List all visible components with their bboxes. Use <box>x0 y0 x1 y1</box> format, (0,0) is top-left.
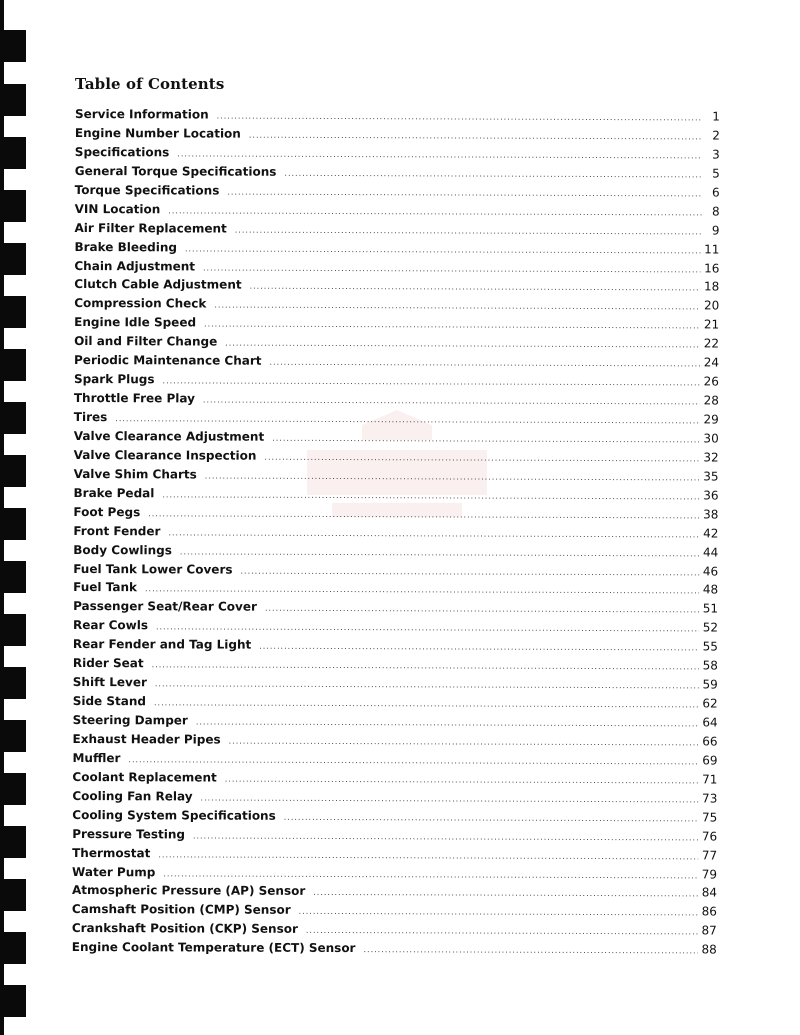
toc-entry-title: Coolant Replacement <box>72 769 217 785</box>
toc-entry[interactable] <box>73 599 718 620</box>
dot-leader <box>284 169 701 180</box>
dot-leader <box>225 774 698 785</box>
toc-entry-page-number: 62 <box>702 696 718 711</box>
toc-entry-title: Torque Specifications <box>74 182 220 198</box>
binding-hole <box>0 720 26 752</box>
toc-entry-page-number: 9 <box>711 223 720 238</box>
toc-entry[interactable] <box>74 353 719 374</box>
dot-leader <box>193 831 698 842</box>
toc-entry-page-number: 75 <box>701 810 718 825</box>
toc-entry-title: Rear Fender and Tag Light <box>72 637 252 652</box>
binding-hole <box>0 614 26 646</box>
toc-entry-page-number: 64 <box>702 715 718 730</box>
toc-entry-title: Valve Clearance Inspection <box>73 447 257 463</box>
toc-entry-title: Exhaust Header Pipes <box>72 731 221 747</box>
dot-leader <box>264 453 699 464</box>
dot-leader <box>225 339 700 350</box>
toc-entry[interactable] <box>72 921 717 942</box>
toc-entry[interactable] <box>72 940 717 961</box>
toc-entry-page-number: 21 <box>703 317 720 332</box>
toc-entry-page-number: 77 <box>701 847 718 863</box>
dot-leader <box>272 434 699 445</box>
toc-entry-page-number: 20 <box>703 298 720 313</box>
dot-leader <box>177 149 702 160</box>
toc-entry-title: Throttle Free Play <box>73 391 195 406</box>
toc-entry[interactable] <box>74 448 719 469</box>
toc-entry-page-number: 24 <box>703 355 720 370</box>
dot-leader <box>306 926 698 937</box>
toc-entry-page-number: 69 <box>702 753 718 768</box>
binding-hole <box>0 773 26 805</box>
toc-entry-title: Tires <box>73 409 108 425</box>
binding-hole <box>0 508 26 540</box>
toc-entry-page-number: 3 <box>712 147 720 162</box>
toc-entry[interactable] <box>74 410 719 431</box>
toc-entry-page-number: 22 <box>703 336 720 351</box>
toc-entry[interactable] <box>75 145 720 166</box>
toc-entry-page-number: 36 <box>703 488 719 503</box>
toc-entry-page-number: 11 <box>704 241 720 257</box>
toc-entry[interactable] <box>74 391 719 412</box>
toc-entry-title: Atmospheric Pressure (AP) Sensor <box>71 883 306 899</box>
toc-entry-title: Compression Check <box>74 296 207 311</box>
toc-entry-page-number: 6 <box>712 185 720 200</box>
toc-entry[interactable] <box>72 902 717 923</box>
toc-entry-title: Fuel Tank Lower Covers <box>73 561 233 577</box>
binding-hole <box>0 190 26 222</box>
dot-leader <box>313 888 697 898</box>
toc-entry[interactable] <box>74 277 719 298</box>
toc-entry-page-number: 52 <box>702 620 719 635</box>
dot-leader <box>259 642 698 653</box>
dot-leader <box>205 471 700 482</box>
toc-entry[interactable] <box>73 618 718 639</box>
dot-leader <box>203 396 700 407</box>
toc-entry-title: Shift Lever <box>72 675 147 690</box>
toc-entry-page-number: 71 <box>702 772 718 787</box>
toc-entry-page-number: 1 <box>712 109 720 124</box>
toc-entry-page-number: 48 <box>702 582 719 597</box>
dot-leader <box>156 623 699 634</box>
toc-entry[interactable] <box>72 827 717 848</box>
toc-entry-title: Side Stand <box>72 694 147 709</box>
toc-entry-title: Foot Pegs <box>73 504 141 519</box>
toc-entry-page-number: 79 <box>701 866 718 881</box>
dot-leader <box>363 945 697 955</box>
dot-leader <box>250 282 700 293</box>
toc-entry-page-number: 76 <box>701 829 718 844</box>
dot-leader <box>196 717 699 728</box>
dot-leader <box>241 566 699 577</box>
toc-entry-page-number: 66 <box>702 734 718 749</box>
toc-entry-title: Brake Bleeding <box>74 239 178 254</box>
toc-entry-page-number: 38 <box>703 507 719 522</box>
toc-entry-title: Steering Damper <box>72 712 188 728</box>
toc-entry-title: Passenger Seat/Rear Cover <box>73 599 257 615</box>
toc-entry[interactable] <box>73 675 718 696</box>
dot-leader <box>204 320 700 331</box>
toc-entry-page-number: 84 <box>701 885 718 900</box>
binding-hole <box>0 402 26 434</box>
dot-leader <box>168 528 699 539</box>
toc-entry-title: Camshaft Position (CMP) Sensor <box>71 902 291 918</box>
dot-leader <box>155 679 699 690</box>
binding-hole <box>0 932 26 964</box>
toc-entry-page-number: 44 <box>702 544 719 560</box>
toc-entry-title: General Torque Specifications <box>74 163 277 179</box>
toc-entry[interactable] <box>73 505 718 526</box>
dot-leader <box>201 793 699 804</box>
toc-entry[interactable] <box>75 126 720 147</box>
toc-entry[interactable] <box>73 561 718 582</box>
dot-leader <box>152 660 699 671</box>
toc-entry-title: Cooling Fan Relay <box>72 788 193 804</box>
toc-list <box>72 107 720 962</box>
toc-entry-title: Periodic Maintenance Chart <box>74 353 262 368</box>
toc-entry-page-number: 88 <box>701 942 717 957</box>
dot-leader <box>163 376 700 387</box>
toc-entry-page-number: 87 <box>701 923 717 938</box>
dot-leader <box>214 301 700 312</box>
toc-entry-title: Specifications <box>74 144 170 160</box>
binding-hole <box>0 137 26 169</box>
toc-entry[interactable] <box>73 543 718 564</box>
binding-hole <box>0 296 26 328</box>
toc-entry-title: Cooling System Specifications <box>72 807 276 823</box>
toc-entry-title: Spark Plugs <box>73 372 155 387</box>
dot-leader <box>154 698 698 709</box>
toc-entry-title: Pressure Testing <box>72 826 186 842</box>
toc-entry-page-number: 42 <box>703 526 719 541</box>
toc-entry[interactable] <box>75 202 720 223</box>
binding-hole <box>0 826 26 858</box>
toc-entry-page-number: 8 <box>711 204 720 219</box>
dot-leader <box>227 187 701 198</box>
binding-hole <box>0 561 26 593</box>
toc-entry-title: Engine Coolant Temperature (ECT) Sensor <box>71 940 356 956</box>
toc-entry[interactable] <box>72 846 717 867</box>
toc-entry[interactable] <box>73 580 718 601</box>
toc-entry-page-number: 30 <box>703 431 719 446</box>
toc-entry[interactable] <box>73 713 718 734</box>
toc-entry-page-number: 16 <box>704 260 720 275</box>
binding-hole <box>0 455 26 487</box>
toc-entry-title: Brake Pedal <box>73 485 155 501</box>
binding-hole <box>0 667 26 699</box>
binding-hole <box>0 243 26 275</box>
dot-leader <box>168 206 701 217</box>
toc-entry[interactable] <box>75 164 720 185</box>
dot-leader <box>145 585 699 596</box>
toc-entry-title: Crankshaft Position (CKP) Sensor <box>71 921 298 937</box>
toc-entry-page-number: 46 <box>702 563 719 578</box>
dot-leader <box>158 850 697 861</box>
toc-entry[interactable] <box>74 467 719 488</box>
toc-entry[interactable] <box>73 732 718 753</box>
dot-leader <box>185 244 700 255</box>
toc-entry-page-number: 2 <box>712 128 720 143</box>
dot-leader <box>128 755 698 766</box>
toc-entry[interactable] <box>74 334 719 355</box>
toc-entry-title: Valve Shim Charts <box>73 466 197 482</box>
toc-entry-page-number: 18 <box>704 279 720 294</box>
dot-leader <box>235 225 702 236</box>
toc-entry-title: VIN Location <box>74 201 161 217</box>
toc-entry-title: Front Fender <box>73 523 161 538</box>
toc-entry-title: Oil and Filter Change <box>74 334 218 349</box>
toc-entry-page-number: 29 <box>703 412 719 427</box>
dot-leader <box>163 869 697 880</box>
toc-entry[interactable] <box>72 751 717 772</box>
toc-entry-title: Thermostat <box>72 845 151 860</box>
dot-leader <box>203 263 700 274</box>
toc-entry[interactable] <box>72 770 717 791</box>
toc-entry-title: Fuel Tank <box>73 580 138 595</box>
toc-entry-page-number: 26 <box>703 374 719 389</box>
dot-leader <box>265 604 699 615</box>
toc-entry-title: Chain Adjustment <box>74 258 196 273</box>
toc-entry[interactable] <box>74 296 719 317</box>
toc-entry[interactable] <box>72 789 717 810</box>
toc-entry-title: Engine Idle Speed <box>74 315 197 330</box>
toc-entry[interactable] <box>73 486 718 507</box>
toc-entry-title: Air Filter Replacement <box>74 220 227 236</box>
toc-entry-title: Body Cowlings <box>73 542 172 557</box>
binding-hole <box>0 30 26 62</box>
toc-entry-title: Service Information <box>74 107 209 122</box>
dot-leader <box>180 547 699 558</box>
dot-leader <box>229 737 699 748</box>
dot-leader <box>299 907 698 918</box>
dot-leader <box>217 112 702 123</box>
toc-entry-title: Rear Cowls <box>72 618 149 633</box>
toc-entry[interactable] <box>74 240 719 261</box>
toc-entry-page-number: 55 <box>702 639 718 654</box>
toc-entry-title: Rider Seat <box>72 656 144 671</box>
binding-hole <box>0 985 26 1017</box>
toc-entry[interactable] <box>74 429 719 450</box>
toc-entry[interactable] <box>72 864 717 885</box>
toc-entry-title: Valve Clearance Adjustment <box>73 428 265 444</box>
binding-hole <box>0 349 26 381</box>
toc-entry[interactable] <box>74 258 719 279</box>
toc-entry[interactable] <box>73 694 718 715</box>
dot-leader <box>162 490 699 501</box>
binding-hole <box>0 879 26 911</box>
toc-entry[interactable] <box>75 183 720 204</box>
toc-entry[interactable] <box>73 524 718 545</box>
toc-entry-title: Muffler <box>72 750 121 766</box>
toc-entry[interactable] <box>72 808 717 829</box>
toc-entry-page-number: 73 <box>702 791 718 806</box>
dot-leader <box>270 358 700 369</box>
toc-entry-page-number: 58 <box>702 658 718 673</box>
dot-leader <box>148 509 699 520</box>
page-title: Table of Contents <box>75 75 225 93</box>
toc-entry-title: Water Pump <box>72 864 156 879</box>
dot-leader <box>115 414 699 425</box>
toc-entry[interactable] <box>74 372 719 393</box>
toc-entry-page-number: 35 <box>703 469 719 484</box>
toc-entry[interactable] <box>73 656 718 677</box>
toc-entry[interactable] <box>74 315 719 336</box>
toc-entry-page-number: 5 <box>712 166 720 181</box>
toc-entry[interactable] <box>75 107 720 128</box>
binding-hole <box>0 84 26 116</box>
toc-entry-title: Clutch Cable Adjustment <box>74 277 242 293</box>
toc-entry-title: Engine Number Location <box>74 125 241 141</box>
toc-entry[interactable] <box>74 221 719 242</box>
toc-entry-page-number: 86 <box>701 904 717 919</box>
toc-entry-page-number: 28 <box>703 393 719 408</box>
toc-entry-page-number: 59 <box>702 677 718 692</box>
toc-entry[interactable] <box>73 637 718 658</box>
toc-entry[interactable] <box>72 883 717 904</box>
comb-binding-holes-icon <box>0 0 30 1035</box>
dot-leader <box>249 131 702 142</box>
toc-entry-page-number: 32 <box>703 450 719 465</box>
dot-leader <box>284 812 698 823</box>
toc-entry-page-number: 51 <box>702 601 719 616</box>
